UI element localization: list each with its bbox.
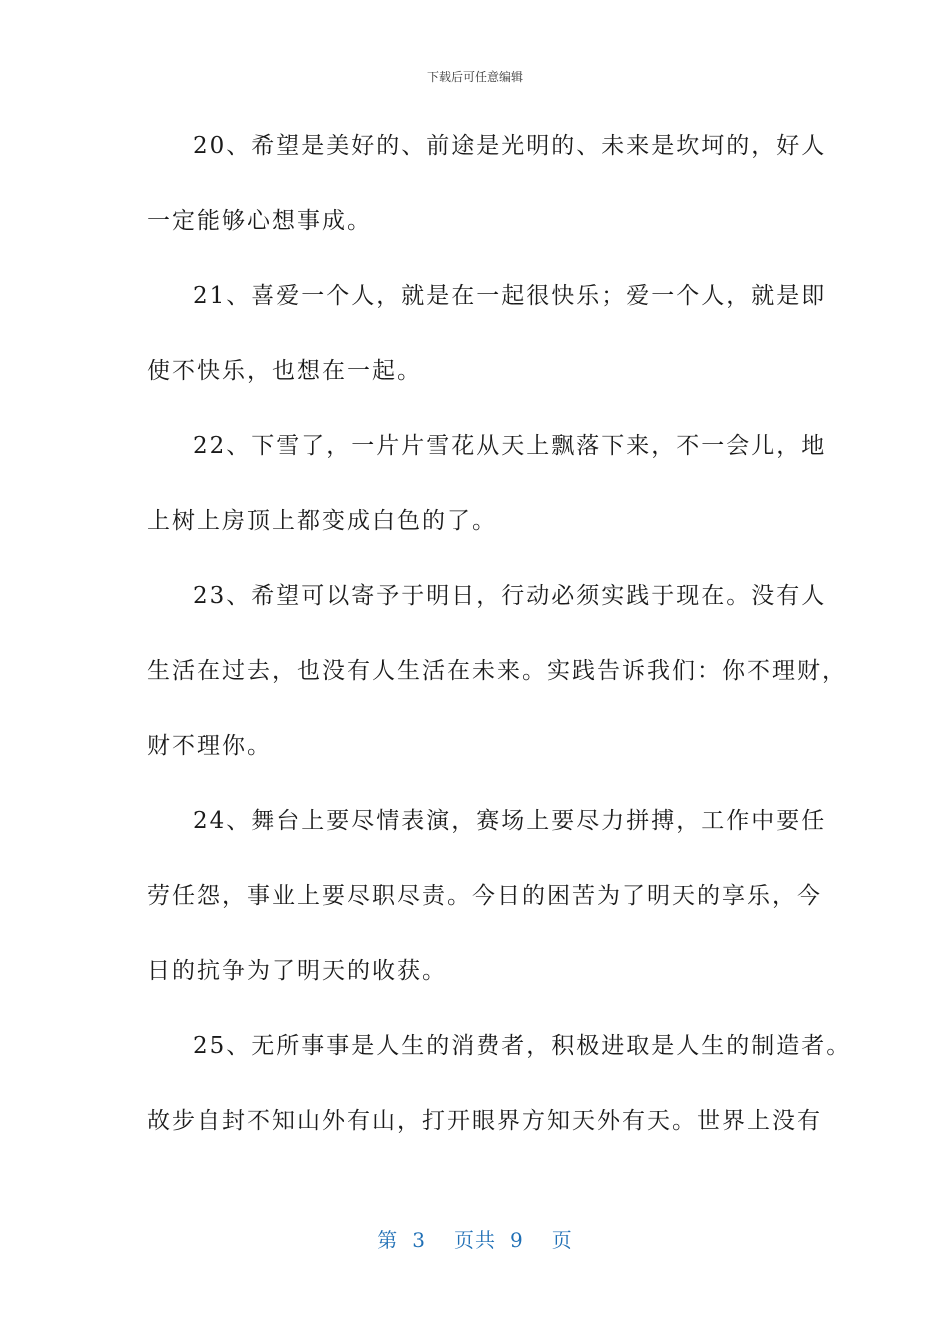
text-line: 20、希望是美好的、前途是光明的、未来是坎坷的，好人 [193, 133, 827, 159]
text-line: 25、无所事事是人生的消费者，积极进取是人生的制造者。 [193, 1033, 852, 1059]
text-line: 21、喜爱一个人，就是在一起很快乐；爱一个人，就是即 [193, 283, 827, 309]
text-line: 故步自封不知山外有山，打开眼界方知天外有天。世界上没有 [147, 1108, 822, 1134]
text-line: 日的抗争为了明天的收获。 [147, 958, 447, 984]
text-line: 使不快乐，也想在一起。 [147, 358, 422, 384]
footer-middle: 页共 [454, 1228, 496, 1252]
text-line: 一定能够心想事成。 [147, 208, 372, 234]
total-pages-number: 9 [510, 1228, 524, 1252]
footer-prefix: 第 [377, 1228, 399, 1252]
text-line: 24、舞台上要尽情表演，赛场上要尽力拼搏，工作中要任 [193, 808, 827, 834]
text-line: 生活在过去，也没有人生活在未来。实践告诉我们：你不理财， [147, 658, 847, 684]
text-line: 财不理你。 [147, 733, 272, 759]
footer-suffix: 页 [551, 1228, 573, 1252]
text-line: 22、下雪了，一片片雪花从天上飘落下来，不一会儿，地 [193, 433, 827, 459]
text-line: 23、希望可以寄予于明日，行动必须实践于现在。没有人 [193, 583, 827, 609]
document-body [147, 121, 852, 1171]
text-line: 上树上房顶上都变成白色的了。 [147, 508, 497, 534]
current-page-number: 3 [412, 1228, 426, 1252]
header-note: 下载后可任意编辑 [426, 70, 523, 84]
page-footer [0, 1224, 950, 1253]
text-line: 劳任怨，事业上要尽职尽责。今日的困苦为了明天的享乐，今 [147, 883, 822, 909]
